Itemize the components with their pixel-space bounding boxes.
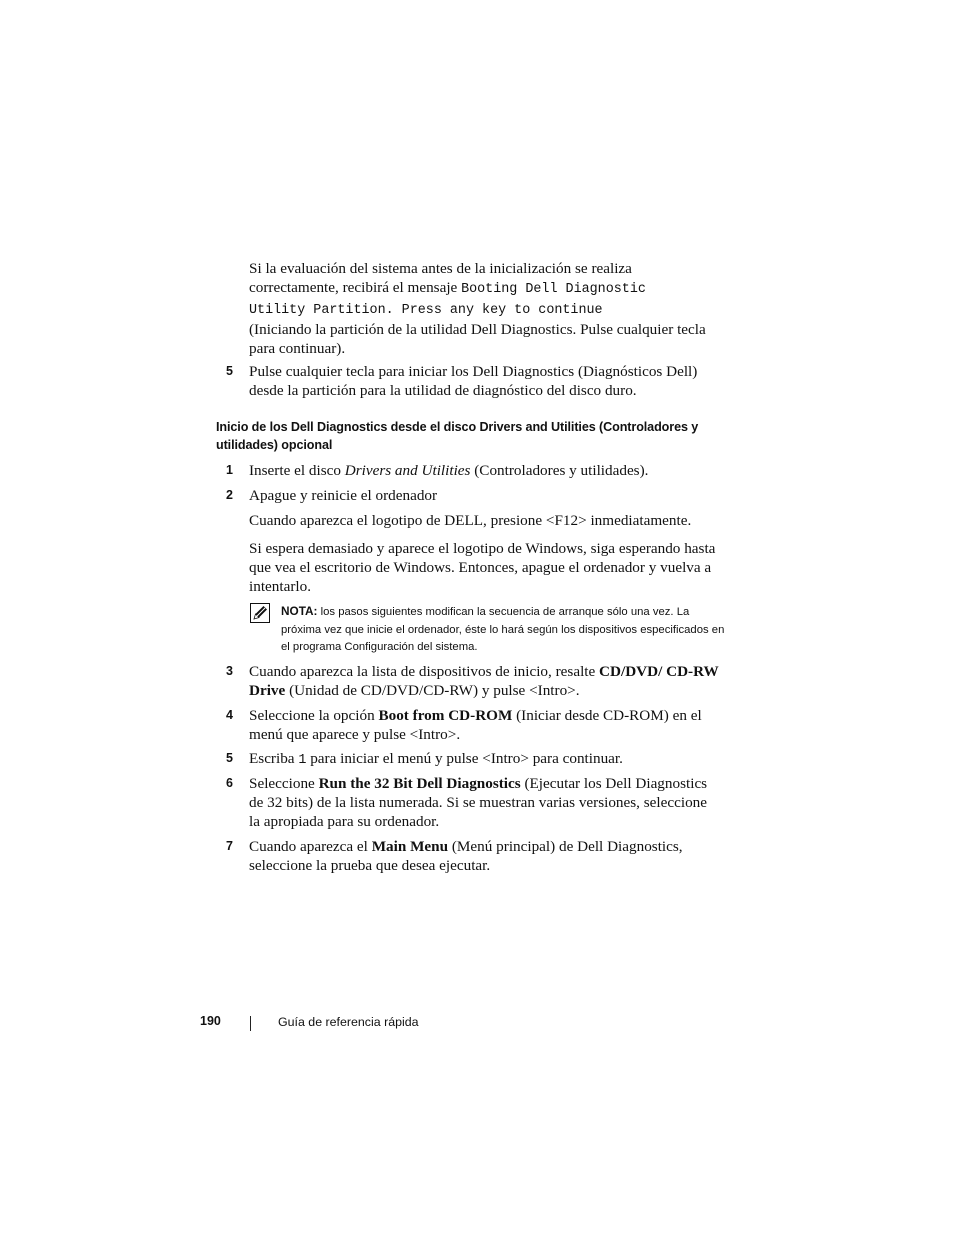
section-heading: Inicio de los Dell Diagnostics desde el disco Drivers and Utilities (Controladores y utilidades) opcional: [216, 420, 699, 452]
step-text: Pulse cualquier tecla para iniciar los Dell Diagnostics (Diagnósticos Dell) desde la partición para la utilidad de diagnóstico del disco duro.: [249, 363, 698, 399]
page-number: 190: [200, 1014, 221, 1028]
step-number: 6: [226, 776, 233, 790]
step-paragraph: Si espera demasiado y aparece el logotipo de Windows, siga esperando hasta que vea el escritorio de Windows. Entonces, apague el ordenador y vuelva a intentarlo.: [249, 540, 716, 595]
step-text: Cuando aparezca la lista de dispositivos de inicio, resalte CD/DVD/ CD-RW Drive (Unidad de CD/DVD/CD-RW) y pulse <Intro>.: [249, 663, 719, 699]
pencil-note-icon: [250, 603, 270, 623]
step-text: Cuando aparezca el Main Menu (Menú principal) de Dell Diagnostics, seleccione la prueba que desea ejecutar.: [249, 838, 683, 874]
disc-name: Drivers and Utilities: [344, 462, 471, 479]
option-name: Main Menu: [371, 838, 449, 855]
step-number: 3: [226, 664, 233, 678]
step-text: Apague y reinicie el ordenador: [249, 487, 438, 504]
continuation-text: Si la evaluación del sistema antes de la inicialización se realiza correctamente, recibirá el mensaje: [249, 260, 632, 296]
continuation-paragraph: [249, 259, 719, 358]
note-text: los pasos siguientes modifican la secuencia de arranque sólo una vez. La próxima vez que inicie el ordenador, éste lo hará según los dispositivos especificados en el programa Configuración del sistema.: [281, 606, 725, 653]
step-text: Seleccione Run the 32 Bit Dell Diagnostics (Ejecutar los Dell Diagnostics de 32 bits) de la lista numerada. Si se muestran varias versiones, seleccione la apropiada para su ordenador.: [249, 775, 708, 830]
continuation-translation: (Iniciando la partición de la utilidad Dell Diagnostics. Pulse cualquier tecla para continuar).: [249, 321, 706, 357]
step-number: 5: [226, 364, 233, 378]
step-text: Inserte el disco Drivers and Utilities (Controladores y utilidades).: [249, 462, 649, 479]
option-name: CD/DVD/ CD-RW Drive: [249, 663, 719, 699]
boot-message-line1: Booting Dell Diagnostic: [461, 282, 646, 297]
key-value: 1: [298, 753, 307, 768]
footer-title: Guía de referencia rápida: [278, 1015, 419, 1029]
step-number: 7: [226, 839, 233, 853]
note-block: [281, 603, 731, 657]
step-number: 1: [226, 463, 233, 477]
option-name: Run the 32 Bit Dell Diagnostics: [318, 775, 521, 792]
option-name: Boot from CD-ROM: [378, 707, 513, 724]
step-number: 4: [226, 708, 233, 722]
note-label: NOTA:: [281, 604, 318, 618]
boot-message-line2: Utility Partition. Press any key to continue: [249, 303, 603, 318]
step-text: Escriba 1 para iniciar el menú y pulse <Intro> para continuar.: [249, 750, 623, 768]
step-number: 2: [226, 488, 233, 502]
footer-divider: [250, 1016, 251, 1031]
step-paragraph: Cuando aparezca el logotipo de DELL, presione <F12> inmediatamente.: [249, 512, 692, 529]
step-text: Seleccione la opción Boot from CD-ROM (Iniciar desde CD-ROM) en el menú que aparece y pulse <Intro>.: [249, 707, 702, 743]
step-number: 5: [226, 751, 233, 765]
